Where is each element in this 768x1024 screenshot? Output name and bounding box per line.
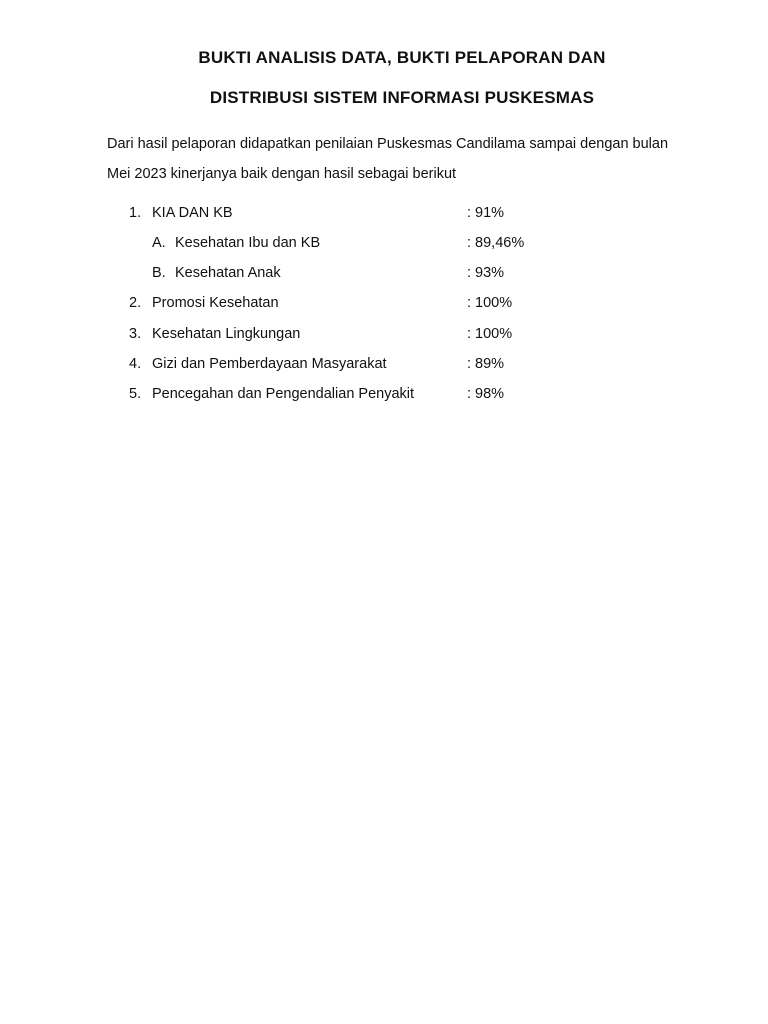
list-item-value: : 100% <box>467 326 513 342</box>
list-item-label: Promosi Kesehatan <box>152 295 279 311</box>
list-subitem-label: Kesehatan Ibu dan KB <box>175 235 321 251</box>
list-item-number: 2. <box>129 295 142 311</box>
list-item-kesehatan-lingkungan <box>0 325 768 345</box>
list-subitem-value: : 93% <box>467 265 505 281</box>
list-item-gizi-pemberdayaan <box>0 355 768 375</box>
list-subitem-label: Kesehatan Anak <box>175 265 281 281</box>
list-subitem-letter: B. <box>152 265 166 281</box>
list-item-number: 1. <box>129 205 142 221</box>
intro-paragraph-line-2: Mei 2023 kinerjanya baik dengan hasil sebagai berikut <box>107 166 457 182</box>
list-subitem-kesehatan-anak <box>0 264 768 284</box>
list-item-value: : 89% <box>467 356 505 372</box>
list-item-promosi-kesehatan <box>0 294 768 314</box>
list-item-pencegahan-penyakit <box>0 385 768 405</box>
list-item-number: 5. <box>129 386 142 402</box>
list-item-value: : 100% <box>467 295 513 311</box>
list-item-number: 4. <box>129 356 142 372</box>
intro-paragraph-line-1: Dari hasil pelaporan didapatkan penilaian Puskesmas Candilama sampai dengan bulan <box>107 136 669 152</box>
list-item-value: : 91% <box>467 205 505 221</box>
document-title-line-1: BUKTI ANALISIS DATA, BUKTI PELAPORAN DAN <box>198 48 606 67</box>
list-item-label: Pencegahan dan Pengendalian Penyakit <box>152 386 415 402</box>
list-subitem-value: : 89,46% <box>467 235 525 251</box>
list-subitem-kesehatan-ibu-kb <box>0 234 768 254</box>
list-item-number: 3. <box>129 326 142 342</box>
list-item-label: KIA DAN KB <box>152 205 233 221</box>
list-subitem-letter: A. <box>152 235 166 251</box>
list-item-label: Kesehatan Lingkungan <box>152 326 301 342</box>
list-item-kia-kb <box>0 204 768 224</box>
list-item-value: : 98% <box>467 386 505 402</box>
list-item-label: Gizi dan Pemberdayaan Masyarakat <box>152 356 387 372</box>
document-title-line-2: DISTRIBUSI SISTEM INFORMASI PUSKESMAS <box>209 88 595 107</box>
